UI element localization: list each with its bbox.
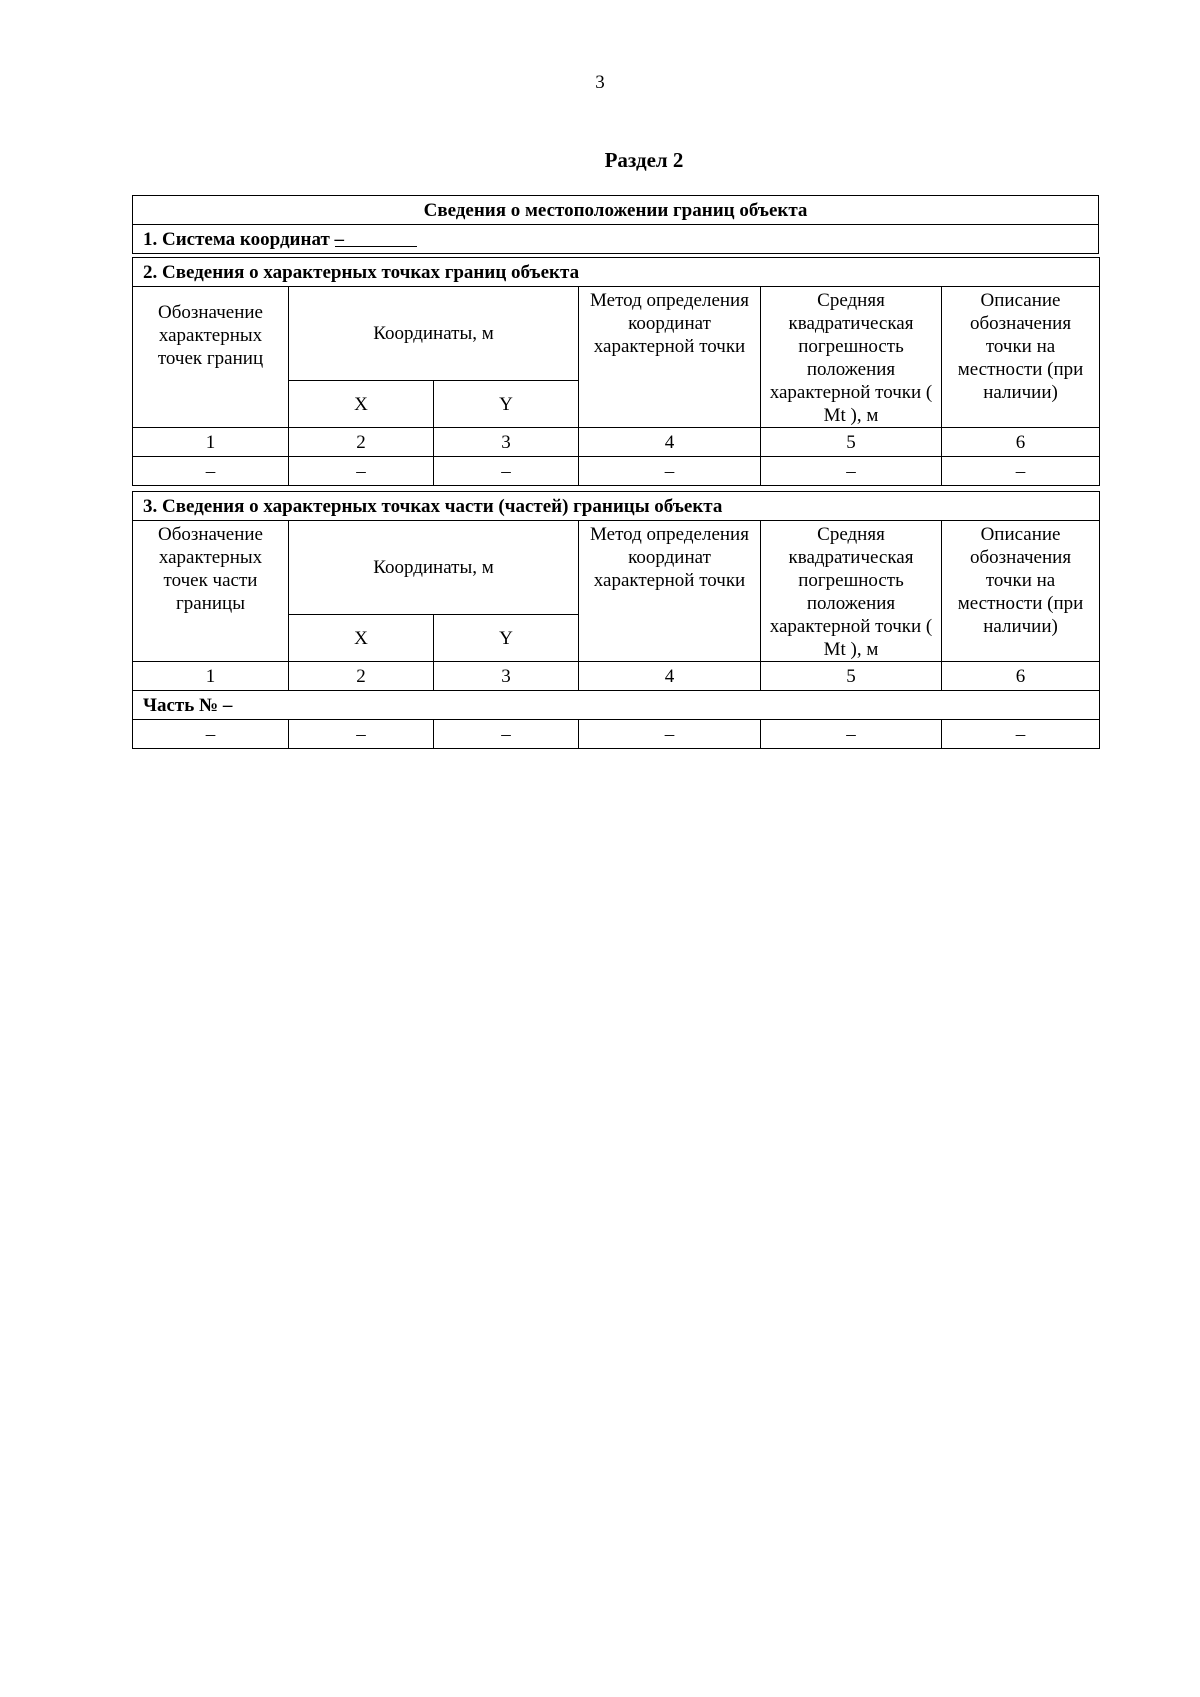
- table-row: [133, 720, 1100, 749]
- table-cell: –: [133, 457, 289, 486]
- column-number: 4: [579, 662, 761, 691]
- header-coordinates: Координаты, м: [289, 521, 579, 615]
- section2-table: [132, 257, 1100, 486]
- section3-title: 3. Сведения о характерных точках части (частей) границы объекта: [133, 492, 1100, 521]
- part-label: Часть № –: [133, 691, 1100, 720]
- table-cell: –: [942, 720, 1100, 749]
- header-method: [579, 287, 761, 428]
- header-point-designation-text: Обозначение характерных точек части границы: [158, 524, 263, 614]
- coordinate-system-label: 1. Система координат: [143, 228, 330, 250]
- header-x: X: [289, 615, 434, 662]
- header-description-text: Описание обозначения точки на местности (при наличии): [957, 290, 1084, 403]
- header-x: X: [289, 381, 434, 428]
- section3-table: [132, 491, 1100, 749]
- coordinate-system-row: [133, 225, 1099, 254]
- header-method-text: Метод определения координат характерной точки: [590, 290, 749, 357]
- column-number: 6: [942, 428, 1100, 457]
- table-cell: –: [761, 457, 942, 486]
- header-coordinates: Координаты, м: [289, 287, 579, 381]
- header-error: [761, 287, 942, 428]
- header-point-designation: [133, 287, 289, 428]
- table-cell: –: [579, 720, 761, 749]
- header-error-text: Средняя квадратическая погрешность положения характерной точки ( Mt ), м: [769, 290, 933, 426]
- column-number: 3: [434, 662, 579, 691]
- header-point-designation-text: Обозначение характерных точек границ: [157, 302, 264, 369]
- header-description: [942, 287, 1100, 428]
- main-heading: Сведения о местоположении границ объекта: [133, 196, 1099, 225]
- table-cell: –: [289, 457, 434, 486]
- table-cell: –: [942, 457, 1100, 486]
- column-number: 5: [761, 662, 942, 691]
- table-cell: –: [579, 457, 761, 486]
- header-error: [761, 521, 942, 662]
- section2-title: 2. Сведения о характерных точках границ объекта: [133, 258, 1100, 287]
- column-number: 1: [133, 662, 289, 691]
- table-cell: –: [133, 720, 289, 749]
- boundary-location-table: [132, 195, 1099, 254]
- header-y: Y: [434, 615, 579, 662]
- table-row: [133, 457, 1100, 486]
- column-number: 6: [942, 662, 1100, 691]
- header-description-text: Описание обозначения точки на местности (при наличии): [957, 524, 1084, 637]
- column-number: 1: [133, 428, 289, 457]
- coordinate-system-value: –: [335, 228, 417, 247]
- table-cell: –: [434, 457, 579, 486]
- header-point-designation: [133, 521, 289, 662]
- header-method-text: Метод определения координат характерной точки: [590, 524, 749, 591]
- header-description: [942, 521, 1100, 662]
- table-cell: –: [761, 720, 942, 749]
- column-number: 2: [289, 428, 434, 457]
- column-number: 3: [434, 428, 579, 457]
- header-error-text: Средняя квадратическая погрешность положения характерной точки ( Mt ), м: [769, 524, 933, 660]
- column-number: 2: [289, 662, 434, 691]
- header-method: [579, 521, 761, 662]
- section-title: Раздел 2: [604, 148, 684, 172]
- table-cell: –: [289, 720, 434, 749]
- column-number: 4: [579, 428, 761, 457]
- page-number: 3: [595, 72, 605, 93]
- header-y: Y: [434, 381, 579, 428]
- column-number: 5: [761, 428, 942, 457]
- table-cell: –: [434, 720, 579, 749]
